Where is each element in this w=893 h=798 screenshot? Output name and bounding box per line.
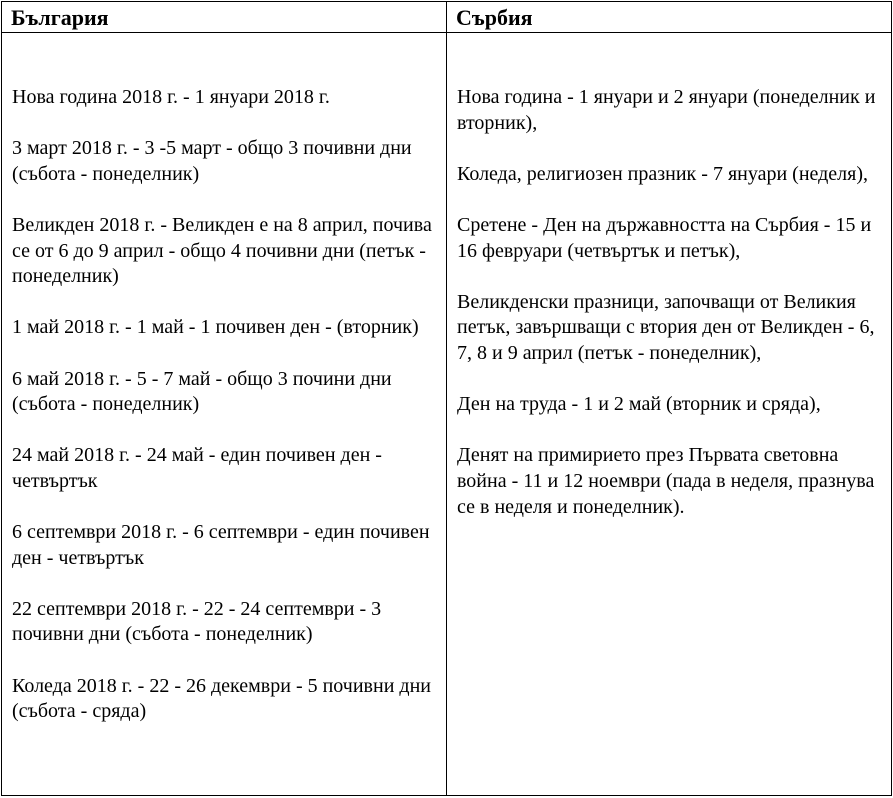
- serbia-cell: [447, 33, 892, 796]
- serbia-entry-3: Сретене - Ден на държавността на Сърбия - 15 и 16 февруари (четвъртък и петък),: [457, 213, 872, 262]
- serbia-entry-1: Нова година - 1 януари и 2 януари (понеделник и вторник),: [457, 86, 876, 134]
- header-bulgaria: България: [2, 2, 447, 33]
- serbia-entry-6: Денят на примирието през Първата световна война - 11 и 12 ноември (пада в неделя, празнува се в неделя и понеделник).: [457, 444, 875, 518]
- bulgaria-entry-6: 24 май 2018 г. - 24 май - един почивен ден - четвъртък: [12, 444, 382, 492]
- bulgaria-cell: [2, 33, 447, 796]
- header-serbia: Сърбия: [447, 2, 892, 33]
- bulgaria-entry-1: Нова година 2018 г. - 1 януари 2018 г.: [12, 86, 330, 108]
- content-row: [2, 33, 892, 796]
- serbia-entry-2: Коледа, религиозен празник - 7 януари (неделя),: [457, 162, 869, 185]
- serbia-entry-5: Ден на труда - 1 и 2 май (вторник и сряда),: [457, 393, 821, 416]
- bulgaria-entry-4: 1 май 2018 г. - 1 май - 1 почивен ден - (вторник): [12, 316, 419, 339]
- bulgaria-entry-3: Великден 2018 г. - Великден е на 8 април, почива се от 6 до 9 април - общо 4 почивни дни (петък - понеделник): [12, 213, 432, 288]
- bulgaria-entry-7: 6 септември 2018 г. - 6 септември - един почивен ден - четвъртък: [12, 521, 430, 569]
- serbia-entry-4: Великденски празници, започващи от Великия петък, завършващи с втория ден от Великден - 6, 7, 8 и 9 април (петък - понеделник),: [457, 290, 875, 364]
- holidays-table: [1, 1, 892, 796]
- serbia-list: [447, 33, 891, 520]
- bulgaria-entry-2: 3 март 2018 г. - 3 -5 март - общо 3 почивни дни (събота - понеделник): [12, 137, 412, 185]
- bulgaria-entry-8: 22 септември 2018 г. - 22 - 24 септември - 3 почивни дни (събота - понеделник): [12, 597, 382, 646]
- bulgaria-entry-9: Коледа 2018 г. - 22 - 26 декември - 5 почивни дни (събота - сряда): [12, 674, 431, 723]
- bulgaria-list: [2, 33, 446, 725]
- bulgaria-entry-5: 6 май 2018 г. - 5 - 7 май - общо 3 почини дни (събота - понеделник): [12, 367, 392, 416]
- header-row: [2, 2, 892, 33]
